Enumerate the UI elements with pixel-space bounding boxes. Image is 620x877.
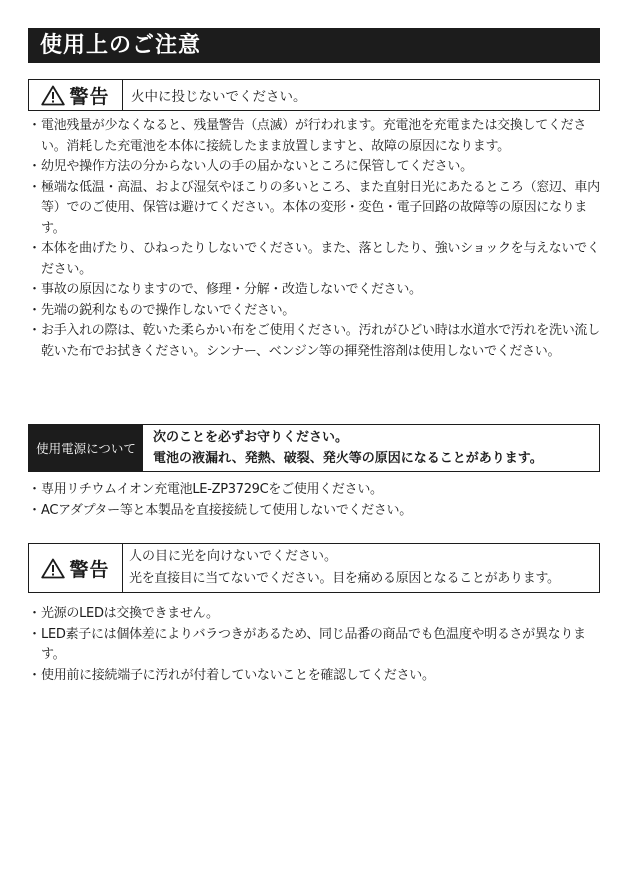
list-item: ・ 使用前に接続端子に汚れが付着していないことを確認してください。 <box>28 666 604 687</box>
warning-triangle-icon <box>41 558 65 579</box>
list-item: ・ 極端な低温・高温、および湿気やほこりの多いところ、また直射日光にあたるところ（窓辺、車内等）でのご使用、保管は避けてください。本体の変形・変色・電子回路の故障等の原因になります。 <box>28 178 604 240</box>
list-item: ・ 本体を曲げたり、ひねったりしないでください。また、落としたり、強いショックを与えないでください。 <box>28 239 604 280</box>
caution-list-general <box>28 116 604 362</box>
caution-list-light <box>28 604 604 686</box>
warning-label <box>29 544 123 592</box>
list-item: ・ 事故の原因になりますので、修理・分解・改造しないでください。 <box>28 280 604 301</box>
power-label: 使用電源について <box>29 425 143 471</box>
caution-list-power <box>28 480 604 521</box>
warning-label <box>29 80 123 110</box>
power-text <box>143 425 543 471</box>
list-item: ・ 幼児や操作方法の分からない人の手の届かないところに保管してください。 <box>28 157 604 178</box>
warning-triangle-icon <box>41 85 65 106</box>
list-item: ・ 先端の鋭利なもので操作しないでください。 <box>28 301 604 322</box>
power-line: 電池の液漏れ、発熱、破裂、発火等の原因になることがあります。 <box>153 451 543 466</box>
warning-text <box>123 80 307 110</box>
page-title: 使用上のご注意 <box>28 28 600 63</box>
list-item: ・ 専用リチウムイオン充電池LE-ZP3729Cをご使用ください。 <box>28 480 604 501</box>
list-item: ・ LED素子には個体差によりバラつきがあるため、同じ品番の商品でも色温度や明るさが異なります。 <box>28 625 604 666</box>
warning-box-fire <box>28 79 600 111</box>
list-item: ・ ACアダプター等と本製品を直接接続して使用しないでください。 <box>28 501 604 522</box>
warning-box-light <box>28 543 600 593</box>
list-item: ・ お手入れの際は、乾いた柔らかい布をご使用ください。汚れがひどい時は水道水で汚れを洗い流し乾いた布でお拭きください。シンナー、ベンジン等の揮発性溶剤は使用しないでください。 <box>28 321 604 362</box>
warning-line: 光を直接目に当てないでください。目を痛める原因となることがあります。 <box>129 571 560 586</box>
list-item: ・ 電池残量が少なくなると、残量警告（点滅）が行われます。充電池を充電または交換してください。消耗した充電池を本体に接続したまま放置しますと、故障の原因になります。 <box>28 116 604 157</box>
power-line: 次のことを必ずお守りください。 <box>153 430 349 445</box>
warning-text <box>123 544 560 592</box>
warning-word: 警告 <box>69 558 110 581</box>
power-notice-box <box>28 424 600 472</box>
warning-line: 人の目に光を向けないでください。 <box>129 549 338 564</box>
list-item: ・ 光源のLEDは交換できません。 <box>28 604 604 625</box>
warning-word: 警告 <box>69 85 110 108</box>
warning-line: 火中に投じないでください。 <box>131 89 307 105</box>
